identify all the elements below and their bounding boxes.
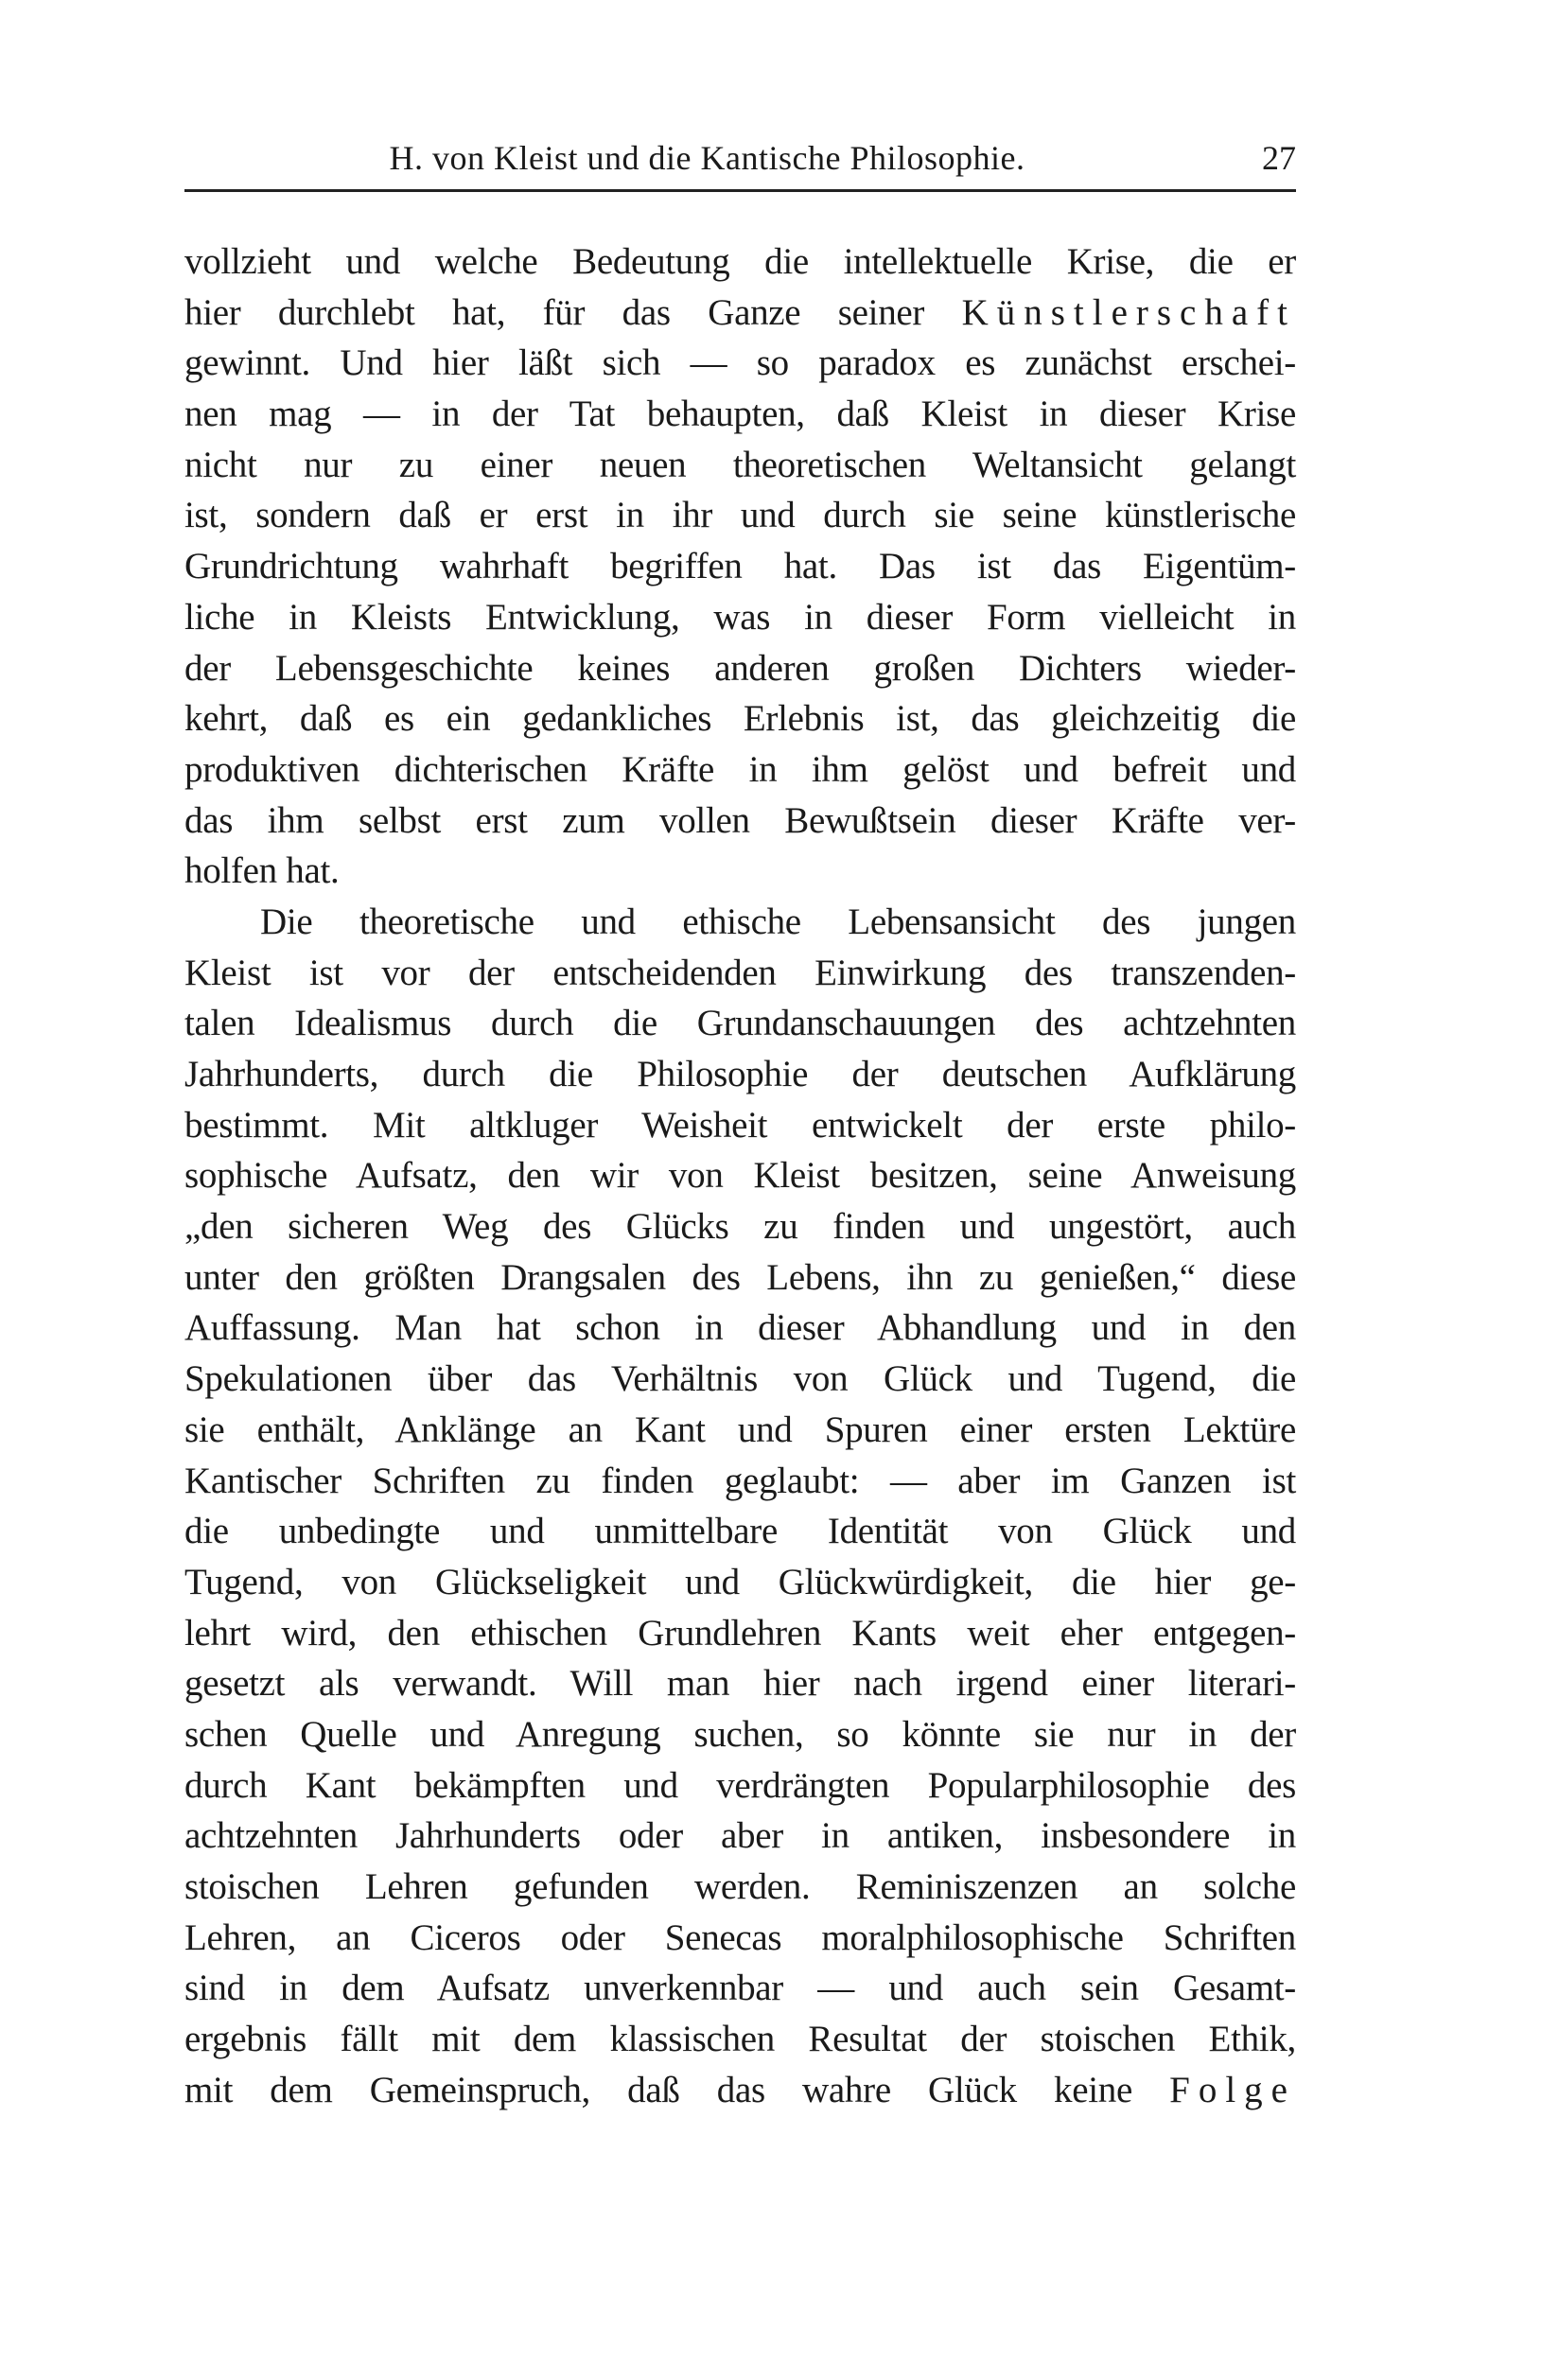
text-line — [184, 288, 1296, 339]
text-line — [184, 998, 1296, 1049]
line-text: holfen hat. — [184, 850, 340, 892]
text-line — [184, 1201, 1296, 1252]
text-line — [184, 1303, 1296, 1354]
spaced-emphasis: Folge — [1169, 2069, 1296, 2110]
line-text: talen Idealismus durch die Grundanschauungen des achtzehnten — [184, 1003, 1296, 1044]
text-line — [184, 1150, 1296, 1201]
text-line — [184, 440, 1296, 491]
paragraph — [184, 236, 1296, 897]
text-line — [184, 1252, 1296, 1304]
line-text: das ihm selbst erst zum vollen Bewußtsein dieser Kräfte ver- — [184, 799, 1296, 841]
text-line — [184, 1354, 1296, 1405]
line-text: bestimmt. Mit altkluger Weisheit entwickelt der erste philo- — [184, 1104, 1296, 1146]
text-line — [184, 338, 1296, 389]
text-line — [184, 1658, 1296, 1709]
line-text: liche in Kleists Entwicklung, was in dieser Form vielleicht in — [184, 596, 1296, 638]
text-line — [184, 1100, 1296, 1151]
line-text: Tugend, von Glückseligkeit und Glückwürdigkeit, die hier ge- — [184, 1561, 1296, 1602]
line-text: sophische Aufsatz, den wir von Kleist besitzen, seine Anweisung — [184, 1155, 1296, 1197]
line-text: sind in dem Aufsatz unverkennbar — und auch sein Gesamt- — [184, 1968, 1296, 2009]
text-line — [184, 1506, 1296, 1557]
line-text: Spekulationen über das Verhältnis von Glück und Tugend, die — [184, 1358, 1296, 1400]
text-line — [184, 592, 1296, 643]
text-line — [184, 948, 1296, 999]
text-line — [184, 643, 1296, 694]
body-text — [184, 236, 1296, 2115]
line-text: Auffassung. Man hat schon in dieser Abhandlung und in den — [184, 1307, 1296, 1349]
line-text: gesetzt als verwandt. Will man hier nach irgend einer literari- — [184, 1663, 1296, 1705]
line-text: mit dem Gemeinspruch, daß das wahre Glück keine — [184, 2069, 1170, 2110]
text-line — [184, 1608, 1296, 1659]
line-text: nicht nur zu einer neuen theoretischen Weltansicht gelangt — [184, 444, 1296, 485]
text-line — [184, 897, 1296, 948]
text-line — [184, 796, 1296, 847]
line-text: gewinnt. Und hier läßt sich — so paradox es zunächst erschei- — [184, 342, 1296, 384]
text-line — [184, 1963, 1296, 2014]
line-text: ergebnis fällt mit dem klassischen Resultat der stoischen Ethik, — [184, 2019, 1296, 2060]
running-title: H. von Kleist und die Kantische Philosophie. — [389, 139, 1025, 177]
paragraph — [184, 897, 1296, 2116]
line-text: lehrt wird, den ethischen Grundlehren Kants weit eher entgegen- — [184, 1612, 1296, 1654]
text-line — [184, 1760, 1296, 1811]
line-text: kehrt, daß es ein gedankliches Erlebnis ist, das gleichzeitig die — [184, 698, 1296, 740]
text-line — [184, 1405, 1296, 1456]
line-text: achtzehnten Jahrhunderts oder aber in antiken, insbesondere in — [184, 1815, 1296, 1857]
text-line — [184, 1811, 1296, 1862]
line-text: nen mag — in der Tat behaupten, daß Kleist in dieser Krise — [184, 394, 1296, 435]
line-text: schen Quelle und Anregung suchen, so könnte sie nur in der — [184, 1713, 1296, 1755]
text-line — [184, 2065, 1296, 2116]
text-line — [184, 2014, 1296, 2065]
line-text: Kantischer Schriften zu finden geglaubt: — aber im Ganzen ist — [184, 1460, 1296, 1501]
line-text: hier durchlebt hat, für das Ganze seiner — [184, 291, 962, 333]
text-line — [184, 1557, 1296, 1608]
text-line — [184, 1913, 1296, 1964]
text-line — [184, 1456, 1296, 1507]
line-text: sie enthält, Anklänge an Kant und Spuren einer ersten Lektüre — [184, 1409, 1296, 1450]
line-text: Grundrichtung wahrhaft begriffen hat. Das ist das Eigentüm- — [184, 546, 1296, 587]
line-text: der Lebensgeschichte keines anderen großen Dichters wieder- — [184, 647, 1296, 689]
text-line — [184, 1049, 1296, 1100]
line-text: Jahrhunderts, durch die Philosophie der deutschen Aufklärung — [184, 1054, 1296, 1094]
line-text: vollzieht und welche Bedeutung die intellektuelle Krise, die er — [184, 241, 1296, 282]
line-text: Die theoretische und ethische Lebensansicht des jungen — [260, 901, 1296, 942]
line-text: Kleist ist vor der entscheidenden Einwirkung des transzenden- — [184, 952, 1296, 993]
line-text: ist, sondern daß er erst in ihr und durch sie seine künstlerische — [184, 495, 1296, 536]
text-line — [184, 541, 1296, 592]
text-line — [184, 846, 1296, 897]
header-rule — [184, 189, 1296, 192]
running-header — [184, 132, 1296, 180]
text-line — [184, 744, 1296, 796]
text-line — [184, 490, 1296, 541]
line-text: durch Kant bekämpften und verdrängten Popularphilosophie des — [184, 1764, 1296, 1806]
text-line — [184, 693, 1296, 744]
text-line — [184, 389, 1296, 440]
page-number: 27 — [1262, 139, 1296, 177]
line-text: „den sicheren Weg des Glücks zu finden und ungestört, auch — [184, 1206, 1296, 1248]
text-line — [184, 1862, 1296, 1913]
line-text: Lehren, an Ciceros oder Senecas moralphilosophische Schriften — [184, 1916, 1296, 1958]
spaced-emphasis: Künstlerschaft — [961, 291, 1296, 333]
text-line — [184, 236, 1296, 288]
text-line — [184, 1709, 1296, 1760]
line-text: unter den größten Drangsalen des Lebens, ihn zu genießen,“ diese — [184, 1256, 1296, 1298]
line-text: die unbedingte und unmittelbare Identität von Glück und — [184, 1511, 1296, 1552]
line-text: produktiven dichterischen Kräfte in ihm gelöst und befreit und — [184, 748, 1296, 790]
line-text: stoischen Lehren gefunden werden. Reminiszenzen an solche — [184, 1866, 1296, 1907]
